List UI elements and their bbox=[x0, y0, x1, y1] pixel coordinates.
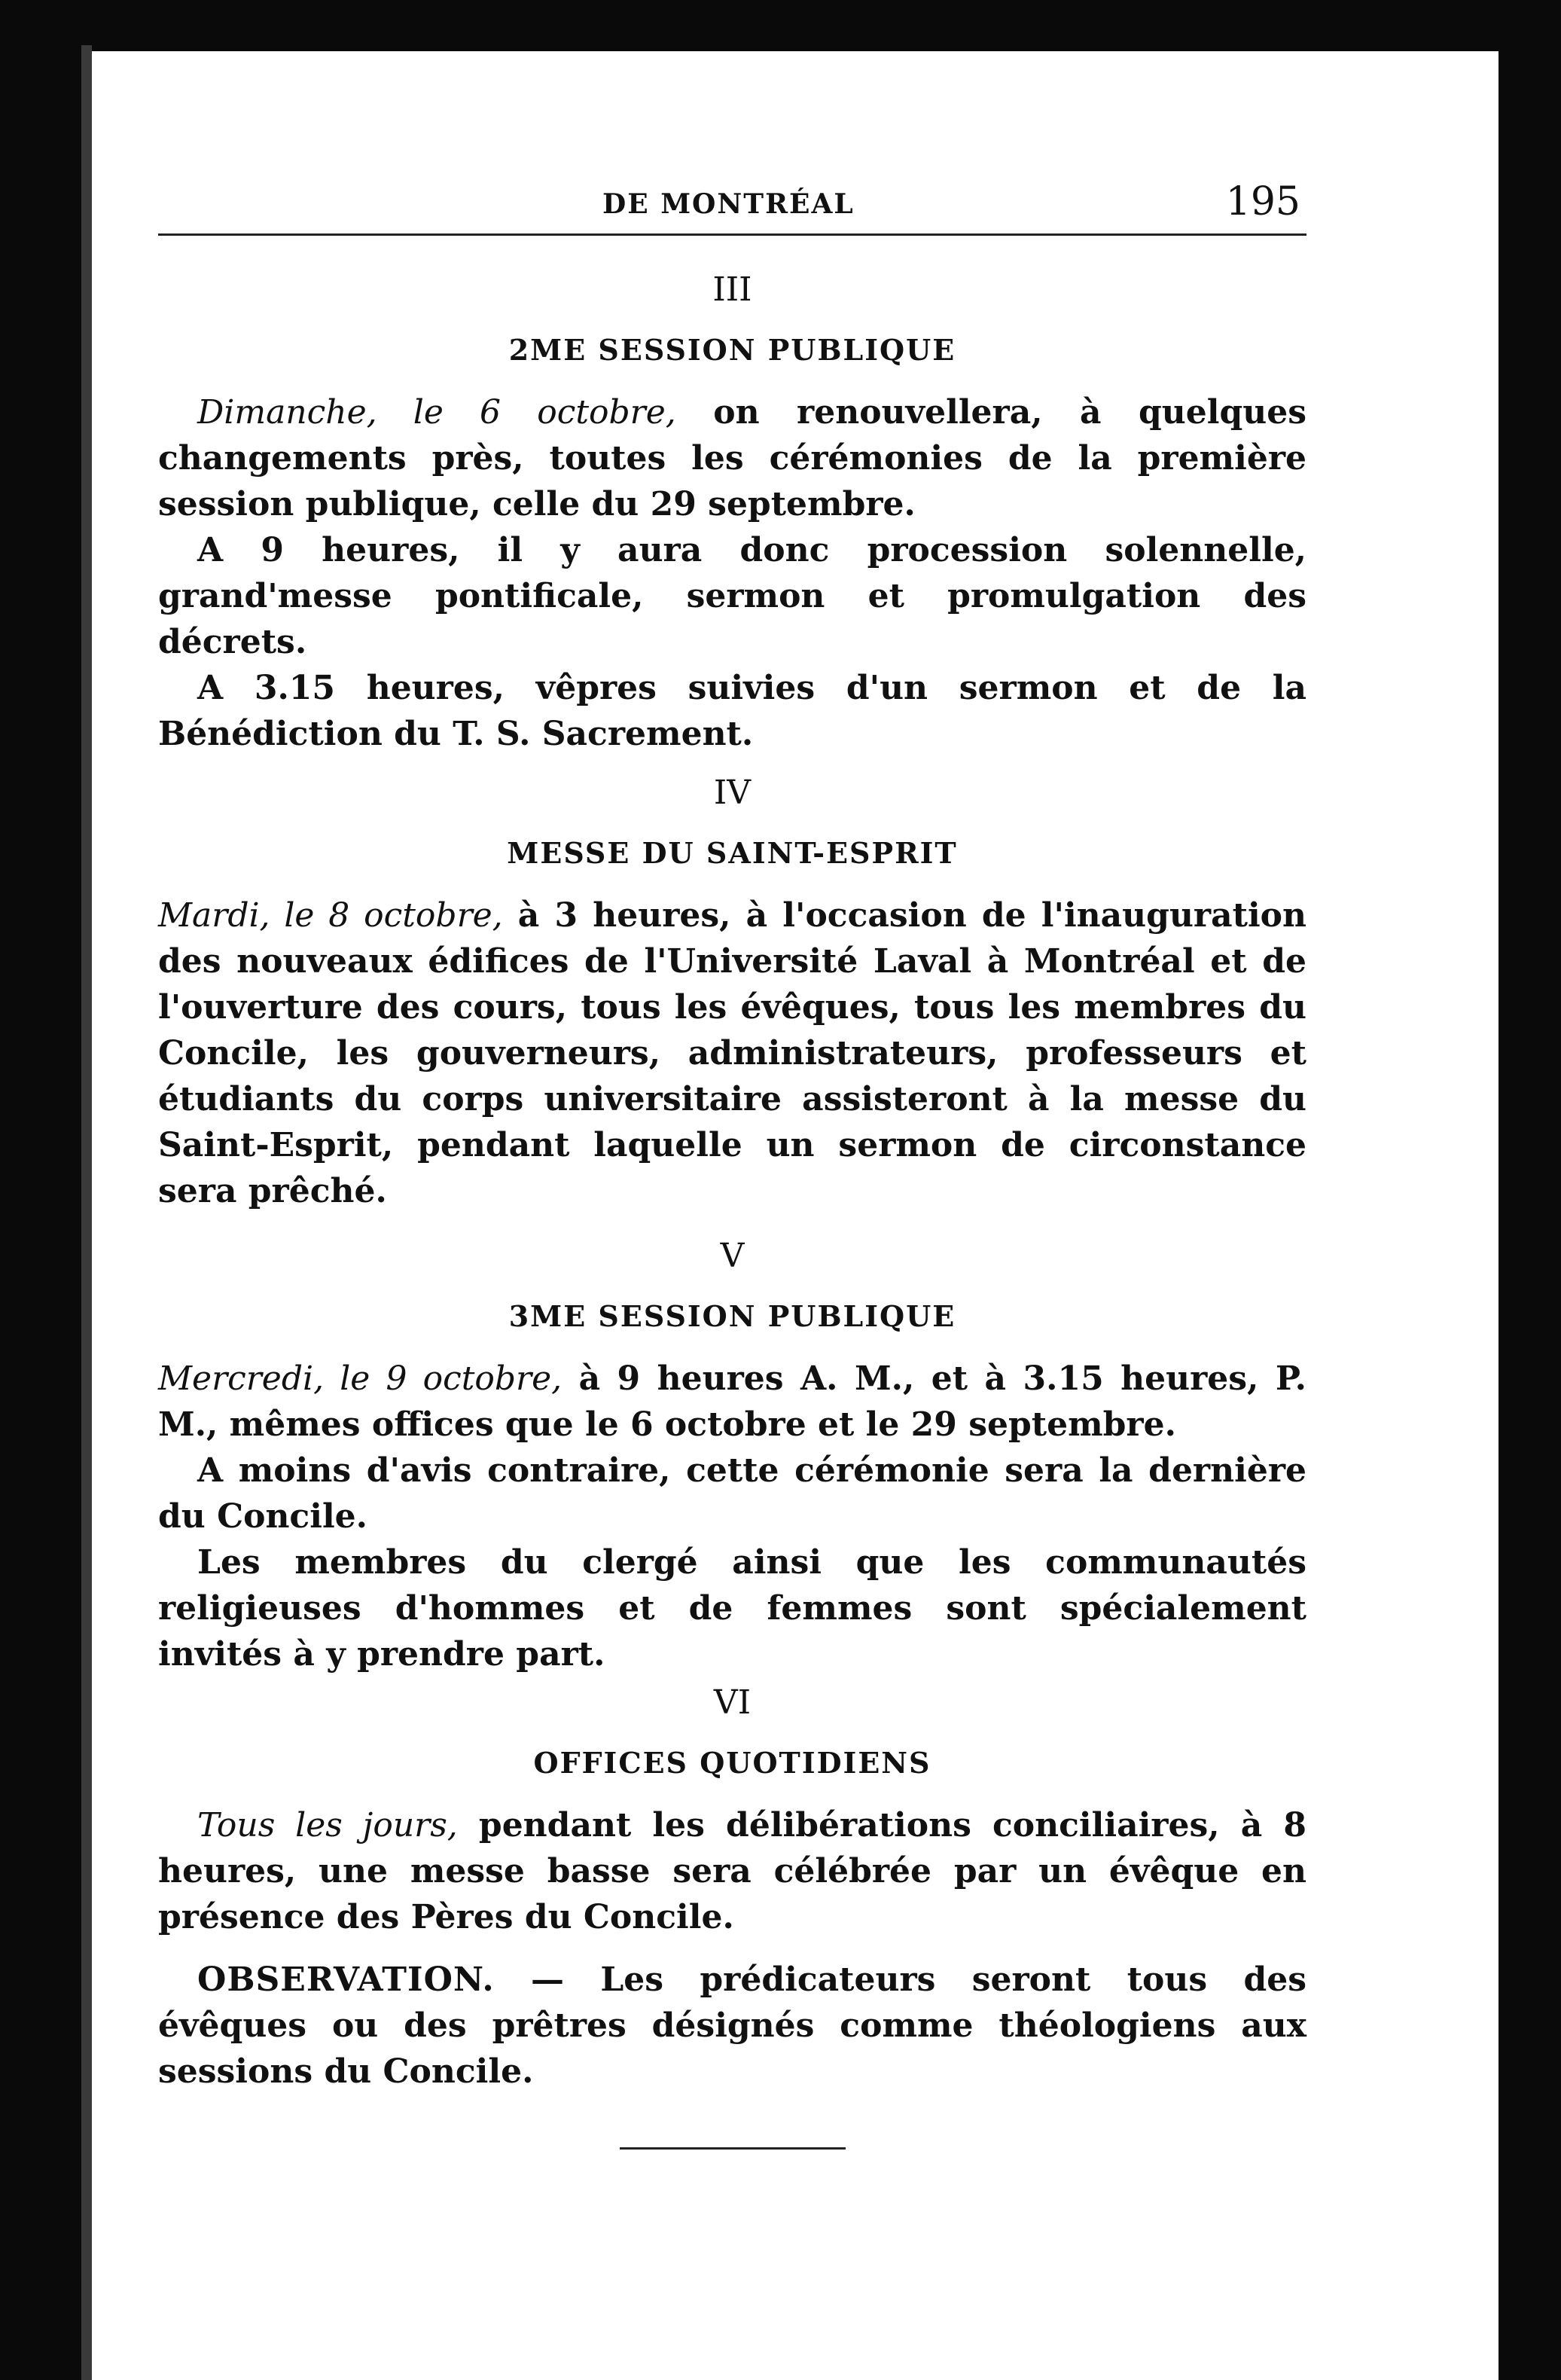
observation-paragraph bbox=[158, 1957, 1306, 2095]
section-v bbox=[158, 1237, 1306, 1677]
paragraph bbox=[158, 1448, 1306, 1539]
paragraph-text: à 3 heures, à l'occasion de l'inauguration des nouveaux édifices de l'Université Laval à Montréal et de l'ouverture des cours, tous les évêques, tous les membres du Concile, les gouverneurs, administrateurs, professeurs et étudiants du corps universitaire assisteront à la messe du Saint-Esprit, pendant laquelle un sermon de circonstance sera prêché. bbox=[158, 896, 1306, 1210]
paragraph-text: A 3.15 heures, vêpres suivies d'un sermon et de la Bénédiction du T. S. Sacrement. bbox=[158, 669, 1306, 753]
scan-border-right bbox=[1498, 30, 1561, 2380]
paragraph-text: pendant les délibérations conciliaires, à 8 heures, une messe basse sera célébrée par un évêque en présence des Pères du Concile. bbox=[158, 1806, 1307, 1936]
paragraph-lead: Mardi, le 8 octobre, bbox=[158, 896, 503, 935]
scan-border-left bbox=[0, 0, 81, 2380]
book-page bbox=[158, 166, 1306, 2150]
section-title: OFFICES QUOTIDIENS bbox=[533, 1746, 931, 1780]
header-rule bbox=[158, 233, 1306, 236]
observation-text: — Les prédicateurs seront tous des évêques ou des prêtres désignés comme théologiens aux sessions du Concile. bbox=[158, 1960, 1306, 2091]
observation-label: OBSERVATION. bbox=[197, 1960, 495, 1999]
section-numeral: IV bbox=[713, 774, 752, 812]
scan-border-left-shadow bbox=[81, 45, 92, 2380]
paragraph-text: Les membres du clergé ainsi que les communautés religieuses d'hommes et de femmes sont spécialement invités à y prendre part. bbox=[158, 1543, 1306, 1674]
section-numeral: III bbox=[712, 270, 752, 309]
section-numeral: V bbox=[720, 1237, 745, 1275]
scan-border-top bbox=[0, 0, 1561, 51]
paragraph-text: A moins d'avis contraire, cette cérémonie sera la dernière du Concile. bbox=[158, 1451, 1306, 1536]
running-head-title: DE MONTRÉAL bbox=[602, 188, 855, 220]
paragraph bbox=[158, 1356, 1306, 1448]
paragraph bbox=[158, 892, 1306, 1214]
section-iii bbox=[158, 270, 1306, 757]
paragraph-lead: Dimanche, le 6 octobre, bbox=[197, 393, 676, 432]
section-vi bbox=[158, 1683, 1306, 1940]
paragraph-text: on renouvellera, à quelques changements près, toutes les cérémonies de la première session publique, celle du 29 septembre. bbox=[158, 393, 1306, 523]
section-title: MESSE DU SAINT-ESPRIT bbox=[507, 836, 958, 870]
section-numeral: VI bbox=[713, 1683, 752, 1722]
section-iv bbox=[158, 774, 1306, 1214]
section-title: 2ME SESSION PUBLIQUE bbox=[508, 333, 956, 367]
paragraph-lead: Mercredi, le 9 octobre, bbox=[158, 1359, 563, 1398]
paragraph bbox=[158, 1539, 1306, 1677]
end-rule bbox=[620, 2147, 846, 2150]
paragraph-text: A 9 heures, il y aura donc procession solennelle, grand'messe pontificale, sermon et promulgation des décrets. bbox=[158, 531, 1306, 661]
paragraph bbox=[158, 1802, 1306, 1940]
running-head bbox=[158, 166, 1306, 226]
page-number: 195 bbox=[1225, 179, 1300, 224]
paragraph-text: à 9 heures A. M., et à 3.15 heures, P. M., mêmes offices que le 6 octobre et le 29 septembre. bbox=[158, 1359, 1306, 1444]
section-title: 3ME SESSION PUBLIQUE bbox=[508, 1299, 956, 1333]
paragraph bbox=[158, 527, 1306, 665]
paragraph-lead: Tous les jours, bbox=[197, 1806, 458, 1844]
paragraph bbox=[158, 665, 1306, 757]
paragraph bbox=[158, 389, 1306, 527]
